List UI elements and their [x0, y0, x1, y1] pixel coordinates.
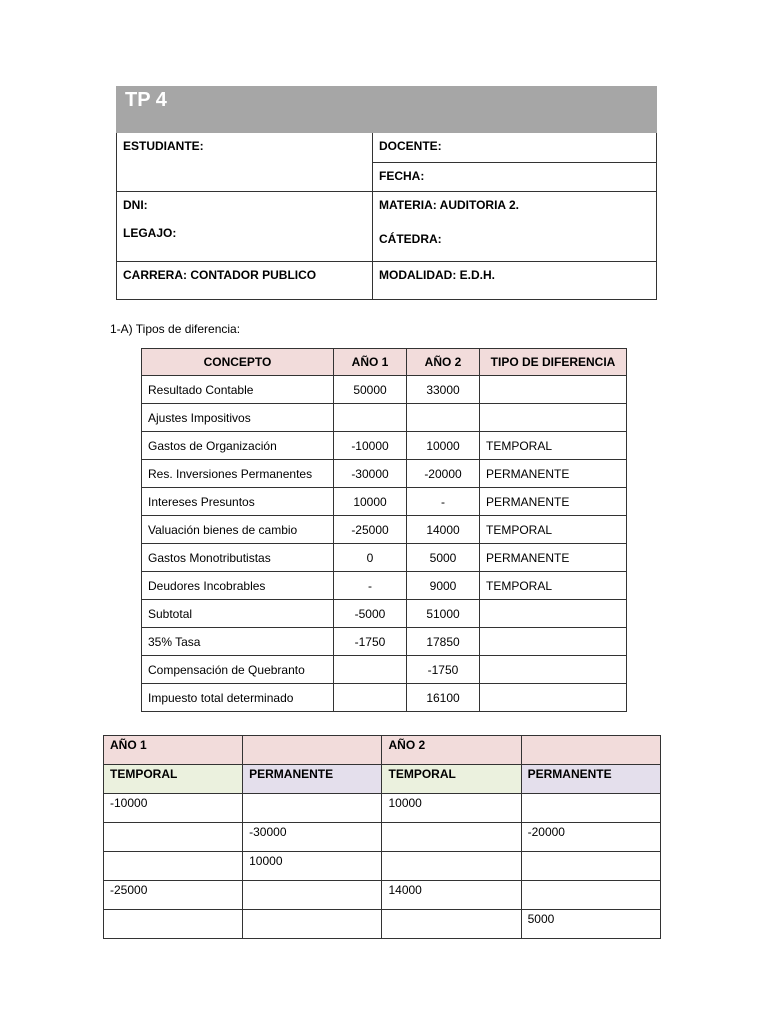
concept-cell: Ajustes Impositivos: [142, 404, 334, 432]
year-2-permanente-cell: [521, 794, 660, 823]
concept-cell: Deudores Incobrables: [142, 572, 334, 600]
concept-cell: 35% Tasa: [142, 628, 334, 656]
date-field: [373, 162, 657, 192]
year-2-temporal-cell: [382, 852, 521, 881]
table-row: [142, 656, 627, 684]
type-header-row: [104, 765, 661, 794]
legajo-label: LEGAJO:: [123, 226, 177, 240]
table-row: [142, 516, 627, 544]
concept-cell: Impuesto total determinado: [142, 684, 334, 712]
teacher-label: DOCENTE:: [379, 139, 442, 153]
year-1-temporal-cell: [104, 852, 243, 881]
year-2-cell: 33000: [407, 376, 480, 404]
concept-cell: Res. Inversiones Permanentes: [142, 460, 334, 488]
concept-cell: Subtotal: [142, 600, 334, 628]
difference-type-cell: [480, 628, 627, 656]
difference-type-cell: PERMANENTE: [480, 544, 627, 572]
header-cell: CONCEPTO: [142, 349, 334, 376]
difference-type-cell: PERMANENTE: [480, 488, 627, 516]
dni-label: DNI:: [123, 198, 148, 212]
year-1-permanente-cell: 10000: [243, 852, 382, 881]
empty-header-cell: [243, 736, 382, 765]
year-2-permanente-cell: -20000: [521, 823, 660, 852]
year-1-cell: [334, 684, 407, 712]
year-1-cell: -10000: [334, 432, 407, 460]
difference-type-cell: TEMPORAL: [480, 516, 627, 544]
difference-type-cell: [480, 600, 627, 628]
header-table: [116, 86, 657, 300]
year-2-permanente-cell: [521, 852, 660, 881]
permanente-header: PERMANENTE: [521, 765, 660, 794]
dni-legajo-field: [117, 192, 373, 262]
header-cell: TIPO DE DIFERENCIA: [480, 349, 627, 376]
summary-table: [103, 735, 661, 939]
temporal-header: TEMPORAL: [104, 765, 243, 794]
concept-cell: Intereses Presuntos: [142, 488, 334, 516]
year-1-cell: [334, 656, 407, 684]
year-1-cell: [334, 404, 407, 432]
temporal-header: TEMPORAL: [382, 765, 521, 794]
table-row: [104, 823, 661, 852]
mode-field: [373, 262, 657, 300]
table-row: [142, 404, 627, 432]
year-2-cell: 17850: [407, 628, 480, 656]
concept-cell: Resultado Contable: [142, 376, 334, 404]
chair-label: CÁTEDRA:: [379, 232, 442, 246]
year-2-header: AÑO 2: [382, 736, 521, 765]
year-1-cell: 0: [334, 544, 407, 572]
table-row: [104, 881, 661, 910]
year-header-row: [104, 736, 661, 765]
year-1-temporal-cell: [104, 823, 243, 852]
concept-cell: Valuación bienes de cambio: [142, 516, 334, 544]
permanente-header: PERMANENTE: [243, 765, 382, 794]
table-row: [142, 544, 627, 572]
differences-table: [141, 348, 627, 712]
year-1-permanente-cell: [243, 794, 382, 823]
difference-type-cell: TEMPORAL: [480, 432, 627, 460]
student-label: ESTUDIANTE:: [123, 139, 204, 153]
difference-type-cell: [480, 376, 627, 404]
year-1-cell: -30000: [334, 460, 407, 488]
year-2-cell: 14000: [407, 516, 480, 544]
year-2-cell: -: [407, 488, 480, 516]
year-2-temporal-cell: 10000: [382, 794, 521, 823]
year-2-cell: 10000: [407, 432, 480, 460]
teacher-field: [373, 133, 657, 163]
year-2-temporal-cell: [382, 823, 521, 852]
difference-type-cell: TEMPORAL: [480, 572, 627, 600]
year-2-cell: 9000: [407, 572, 480, 600]
year-1-permanente-cell: [243, 910, 382, 939]
year-2-cell: 5000: [407, 544, 480, 572]
year-1-cell: -: [334, 572, 407, 600]
table-row: [142, 432, 627, 460]
concept-cell: Compensación de Quebranto: [142, 656, 334, 684]
year-2-cell: [407, 404, 480, 432]
table-row: [142, 684, 627, 712]
table-row: [142, 376, 627, 404]
year-2-cell: -1750: [407, 656, 480, 684]
year-1-cell: -5000: [334, 600, 407, 628]
date-label: FECHA:: [379, 168, 425, 183]
mode-label: MODALIDAD: E.D.H.: [379, 268, 495, 282]
difference-type-cell: [480, 684, 627, 712]
subject-chair-field: [373, 192, 657, 262]
year-2-temporal-cell: 14000: [382, 881, 521, 910]
difference-type-cell: [480, 404, 627, 432]
year-2-permanente-cell: [521, 881, 660, 910]
year-1-header: AÑO 1: [104, 736, 243, 765]
table-row: [104, 910, 661, 939]
document-title: TP 4: [117, 87, 657, 133]
table-row: [142, 460, 627, 488]
header-cell: AÑO 1: [334, 349, 407, 376]
year-1-permanente-cell: -30000: [243, 823, 382, 852]
year-1-temporal-cell: -25000: [104, 881, 243, 910]
year-1-temporal-cell: [104, 910, 243, 939]
year-1-temporal-cell: -10000: [104, 794, 243, 823]
student-field: [117, 133, 373, 192]
concept-cell: Gastos Monotributistas: [142, 544, 334, 572]
section-title: 1-A) Tipos de diferencia:: [110, 322, 241, 336]
table-row: [142, 600, 627, 628]
year-2-cell: 51000: [407, 600, 480, 628]
year-1-cell: -1750: [334, 628, 407, 656]
year-2-temporal-cell: [382, 910, 521, 939]
table-row: [104, 794, 661, 823]
difference-type-cell: [480, 656, 627, 684]
year-2-cell: -20000: [407, 460, 480, 488]
year-1-cell: 50000: [334, 376, 407, 404]
table-row: [104, 852, 661, 881]
concept-cell: Gastos de Organización: [142, 432, 334, 460]
career-field: [117, 262, 373, 300]
table-row: [142, 488, 627, 516]
table-header-row: [142, 349, 627, 376]
year-2-permanente-cell: 5000: [521, 910, 660, 939]
subject-label: MATERIA: AUDITORIA 2.: [379, 198, 519, 212]
career-label: CARRERA: CONTADOR PUBLICO: [123, 268, 317, 282]
table-row: [142, 628, 627, 656]
empty-header-cell: [521, 736, 660, 765]
year-1-permanente-cell: [243, 881, 382, 910]
year-1-cell: 10000: [334, 488, 407, 516]
difference-type-cell: PERMANENTE: [480, 460, 627, 488]
header-cell: AÑO 2: [407, 349, 480, 376]
year-2-cell: 16100: [407, 684, 480, 712]
table-row: [142, 572, 627, 600]
year-1-cell: -25000: [334, 516, 407, 544]
